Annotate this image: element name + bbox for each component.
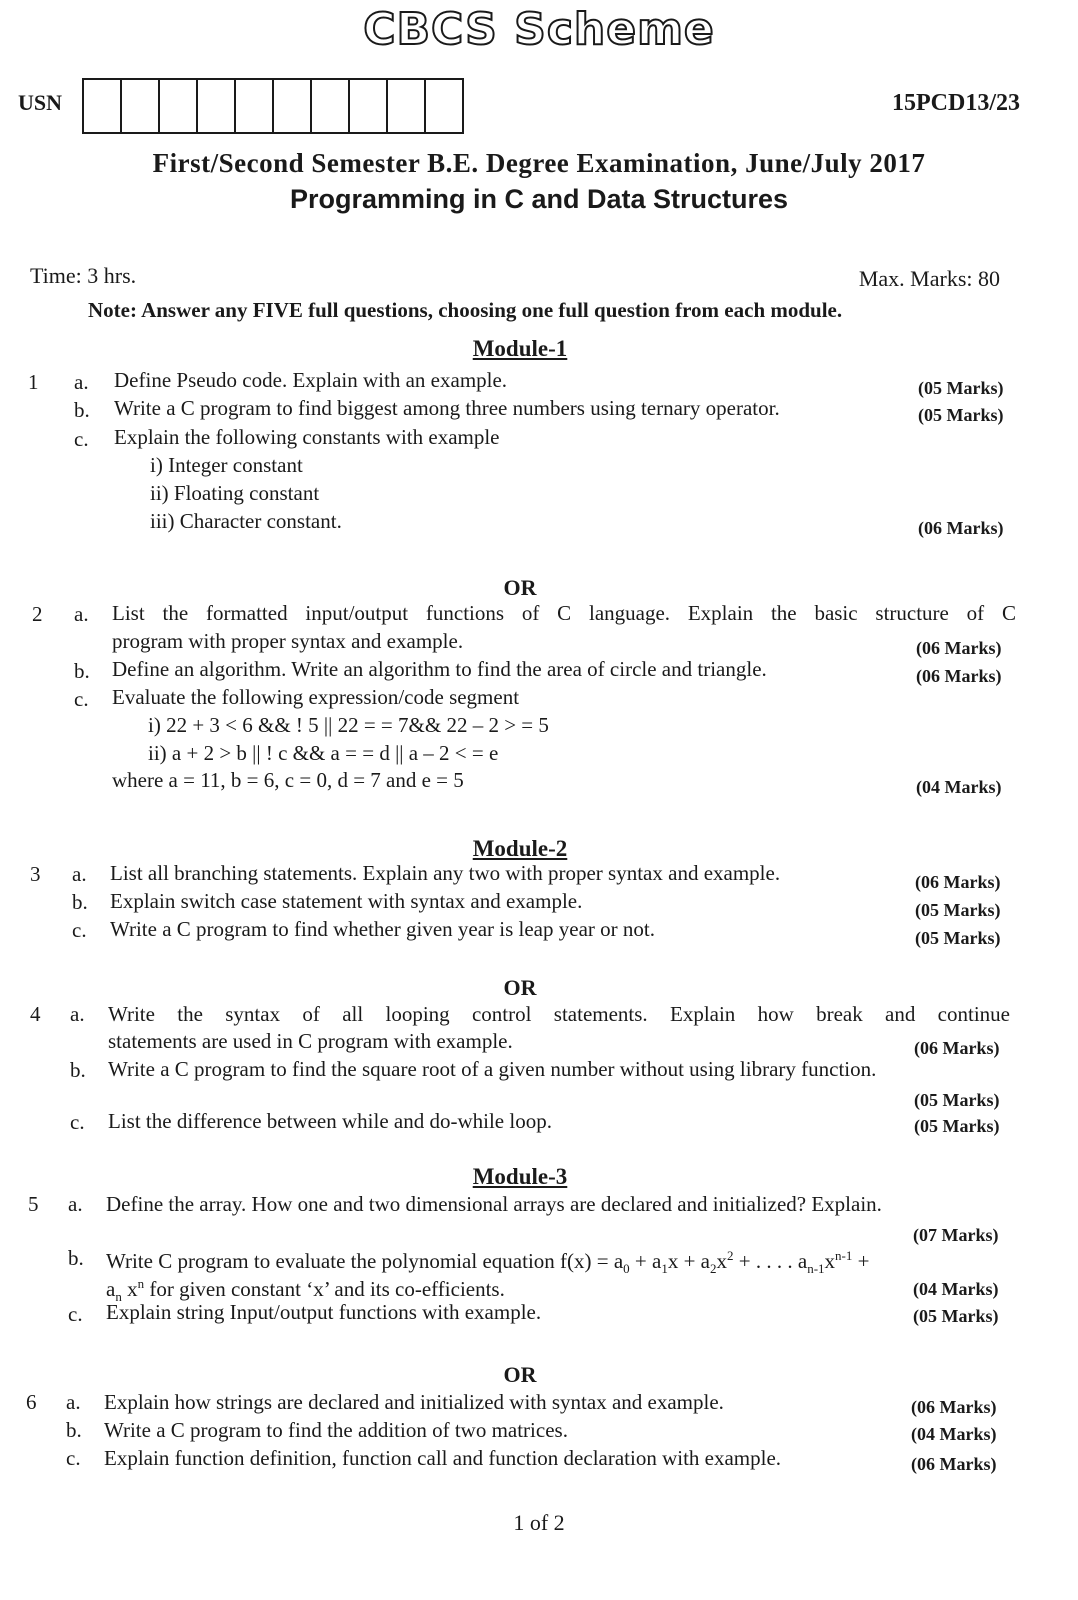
question-text: Evaluate the following expression/code segment bbox=[112, 685, 520, 709]
question-text: Explain string Input/output functions with example. bbox=[106, 1300, 542, 1324]
question-number: 6 bbox=[26, 1390, 37, 1414]
question-letter: c. bbox=[66, 1446, 81, 1470]
question-number: 2 bbox=[32, 602, 43, 626]
or-separator: OR bbox=[503, 575, 537, 600]
question-marks: (06 Marks) bbox=[911, 1397, 997, 1417]
usn-boxes bbox=[82, 78, 464, 134]
question-letter: a. bbox=[66, 1390, 81, 1414]
question-marks: (05 Marks) bbox=[918, 405, 1004, 425]
usn-box bbox=[424, 78, 464, 132]
question-text: Define the array. How one and two dimensional arrays are declared and initialized? Explain. bbox=[106, 1192, 882, 1216]
question-number: 4 bbox=[30, 1002, 41, 1026]
question-text: statements are used in C program with example. bbox=[108, 1029, 513, 1053]
question-letter: b. bbox=[68, 1246, 84, 1270]
exam-title: First/Second Semester B.E. Degree Examination, June/July 2017 bbox=[152, 148, 926, 178]
question-letter: b. bbox=[66, 1418, 82, 1442]
question-marks: (05 Marks) bbox=[914, 1116, 1000, 1136]
usn-box bbox=[120, 78, 158, 132]
question-letter: a. bbox=[74, 602, 89, 626]
question-marks: (06 Marks) bbox=[915, 872, 1001, 892]
usn-box bbox=[272, 78, 310, 132]
question-text: program with proper syntax and example. bbox=[112, 629, 464, 653]
question-letter: b. bbox=[74, 659, 90, 683]
question-text: Write the syntax of all looping control statements. Explain how break and continue bbox=[108, 1002, 1010, 1026]
question-text: Explain the following constants with example bbox=[114, 425, 500, 449]
sub-item: iii) Character constant. bbox=[150, 509, 342, 533]
question-letter: c. bbox=[74, 427, 89, 451]
usn-label: USN bbox=[18, 90, 63, 115]
question-marks: (06 Marks) bbox=[918, 518, 1004, 538]
where-clause: where a = 11, b = 6, c = 0, d = 7 and e = 5 bbox=[112, 768, 464, 792]
module-heading: Module-2 bbox=[472, 836, 568, 861]
usn-box bbox=[196, 78, 234, 132]
question-marks: (05 Marks) bbox=[915, 928, 1001, 948]
question-letter: c. bbox=[70, 1110, 85, 1134]
or-separator: OR bbox=[503, 975, 537, 1000]
question-marks: (05 Marks) bbox=[915, 900, 1001, 920]
paper-code: 15PCD13/23 bbox=[892, 90, 1020, 116]
question-text: Write a C program to find biggest among three numbers using ternary operator. bbox=[114, 396, 780, 420]
max-marks: Max. Marks: 80 bbox=[858, 266, 1000, 291]
question-marks: (07 Marks) bbox=[913, 1225, 999, 1245]
question-text: Explain how strings are declared and initialized with syntax and example. bbox=[104, 1390, 724, 1414]
question-marks: (04 Marks) bbox=[913, 1279, 999, 1299]
scheme-logo: CBCS Scheme bbox=[363, 4, 715, 55]
question-text: Explain switch case statement with syntax and example. bbox=[110, 889, 583, 913]
question-letter: b. bbox=[74, 398, 90, 422]
question-marks: (06 Marks) bbox=[916, 638, 1002, 658]
sub-item: ii) a + 2 > b || ! c && a = = d || a – 2 < = e bbox=[148, 741, 499, 765]
question-text: Write a C program to find whether given year is leap year or not. bbox=[110, 917, 655, 941]
usn-box bbox=[234, 78, 272, 132]
time-limit: Time: 3 hrs. bbox=[30, 263, 137, 288]
question-letter: a. bbox=[68, 1192, 83, 1216]
question-marks: (04 Marks) bbox=[911, 1424, 997, 1444]
or-separator: OR bbox=[503, 1362, 537, 1387]
page-number: 1 of 2 bbox=[513, 1510, 565, 1535]
question-letter: c. bbox=[68, 1302, 83, 1326]
question-text: Define an algorithm. Write an algorithm to find the area of circle and triangle. bbox=[112, 657, 767, 681]
sub-item: ii) Floating constant bbox=[150, 481, 320, 505]
question-number: 1 bbox=[28, 370, 39, 394]
question-marks: (06 Marks) bbox=[916, 666, 1002, 686]
question-text: List the formatted input/output functions of C language. Explain the basic structure of C bbox=[112, 601, 1016, 625]
question-text: Write a C program to find the square root of a given number without using library function. bbox=[108, 1057, 877, 1081]
question-marks: (04 Marks) bbox=[916, 777, 1002, 797]
exam-note: Note: Answer any FIVE full questions, choosing one full question from each module. bbox=[88, 298, 843, 322]
usn-box bbox=[158, 78, 196, 132]
usn-box bbox=[310, 78, 348, 132]
polynomial-question-cont: $a_n$ $x^n$ for given constant ‘x’ and its co-efficients. bbox=[106, 1276, 505, 1305]
module-heading: Module-1 bbox=[472, 336, 568, 361]
question-marks: (06 Marks) bbox=[911, 1454, 997, 1474]
question-text: Explain function definition, function call and function declaration with example. bbox=[104, 1446, 782, 1470]
question-marks: (05 Marks) bbox=[918, 378, 1004, 398]
question-number: 5 bbox=[28, 1192, 39, 1216]
question-letter: a. bbox=[74, 370, 89, 394]
usn-box bbox=[82, 78, 120, 132]
question-marks: (05 Marks) bbox=[913, 1306, 999, 1326]
question-text: List the difference between while and do-while loop. bbox=[108, 1109, 552, 1133]
question-letter: a. bbox=[70, 1002, 85, 1026]
question-marks: (06 Marks) bbox=[914, 1038, 1000, 1058]
polynomial-question: Write C program to evaluate the polynomial equation $f(x) = a_0 + a_1x + a_2x^2$ + . . . . $a_{n-1}x^{n-1}$ + bbox=[106, 1248, 870, 1277]
question-letter: b. bbox=[72, 890, 88, 914]
question-number: 3 bbox=[30, 862, 41, 886]
usn-box bbox=[348, 78, 386, 132]
question-text: Write a C program to find the addition of two matrices. bbox=[104, 1418, 568, 1442]
question-text: Define Pseudo code. Explain with an example. bbox=[114, 368, 508, 392]
sub-item: i) Integer constant bbox=[150, 453, 303, 477]
question-letter: b. bbox=[70, 1058, 86, 1082]
module-heading: Module-3 bbox=[472, 1164, 568, 1189]
question-text: List all branching statements. Explain any two with proper syntax and example. bbox=[110, 861, 781, 885]
question-marks: (05 Marks) bbox=[914, 1090, 1000, 1110]
question-letter: a. bbox=[72, 862, 87, 886]
subject-title: Programming in C and Data Structures bbox=[289, 184, 789, 214]
question-letter: c. bbox=[74, 687, 89, 711]
sub-item: i) 22 + 3 < 6 && ! 5 || 22 = = 7&& 22 – 2 > = 5 bbox=[148, 713, 549, 737]
question-letter: c. bbox=[72, 918, 87, 942]
usn-box bbox=[386, 78, 424, 132]
